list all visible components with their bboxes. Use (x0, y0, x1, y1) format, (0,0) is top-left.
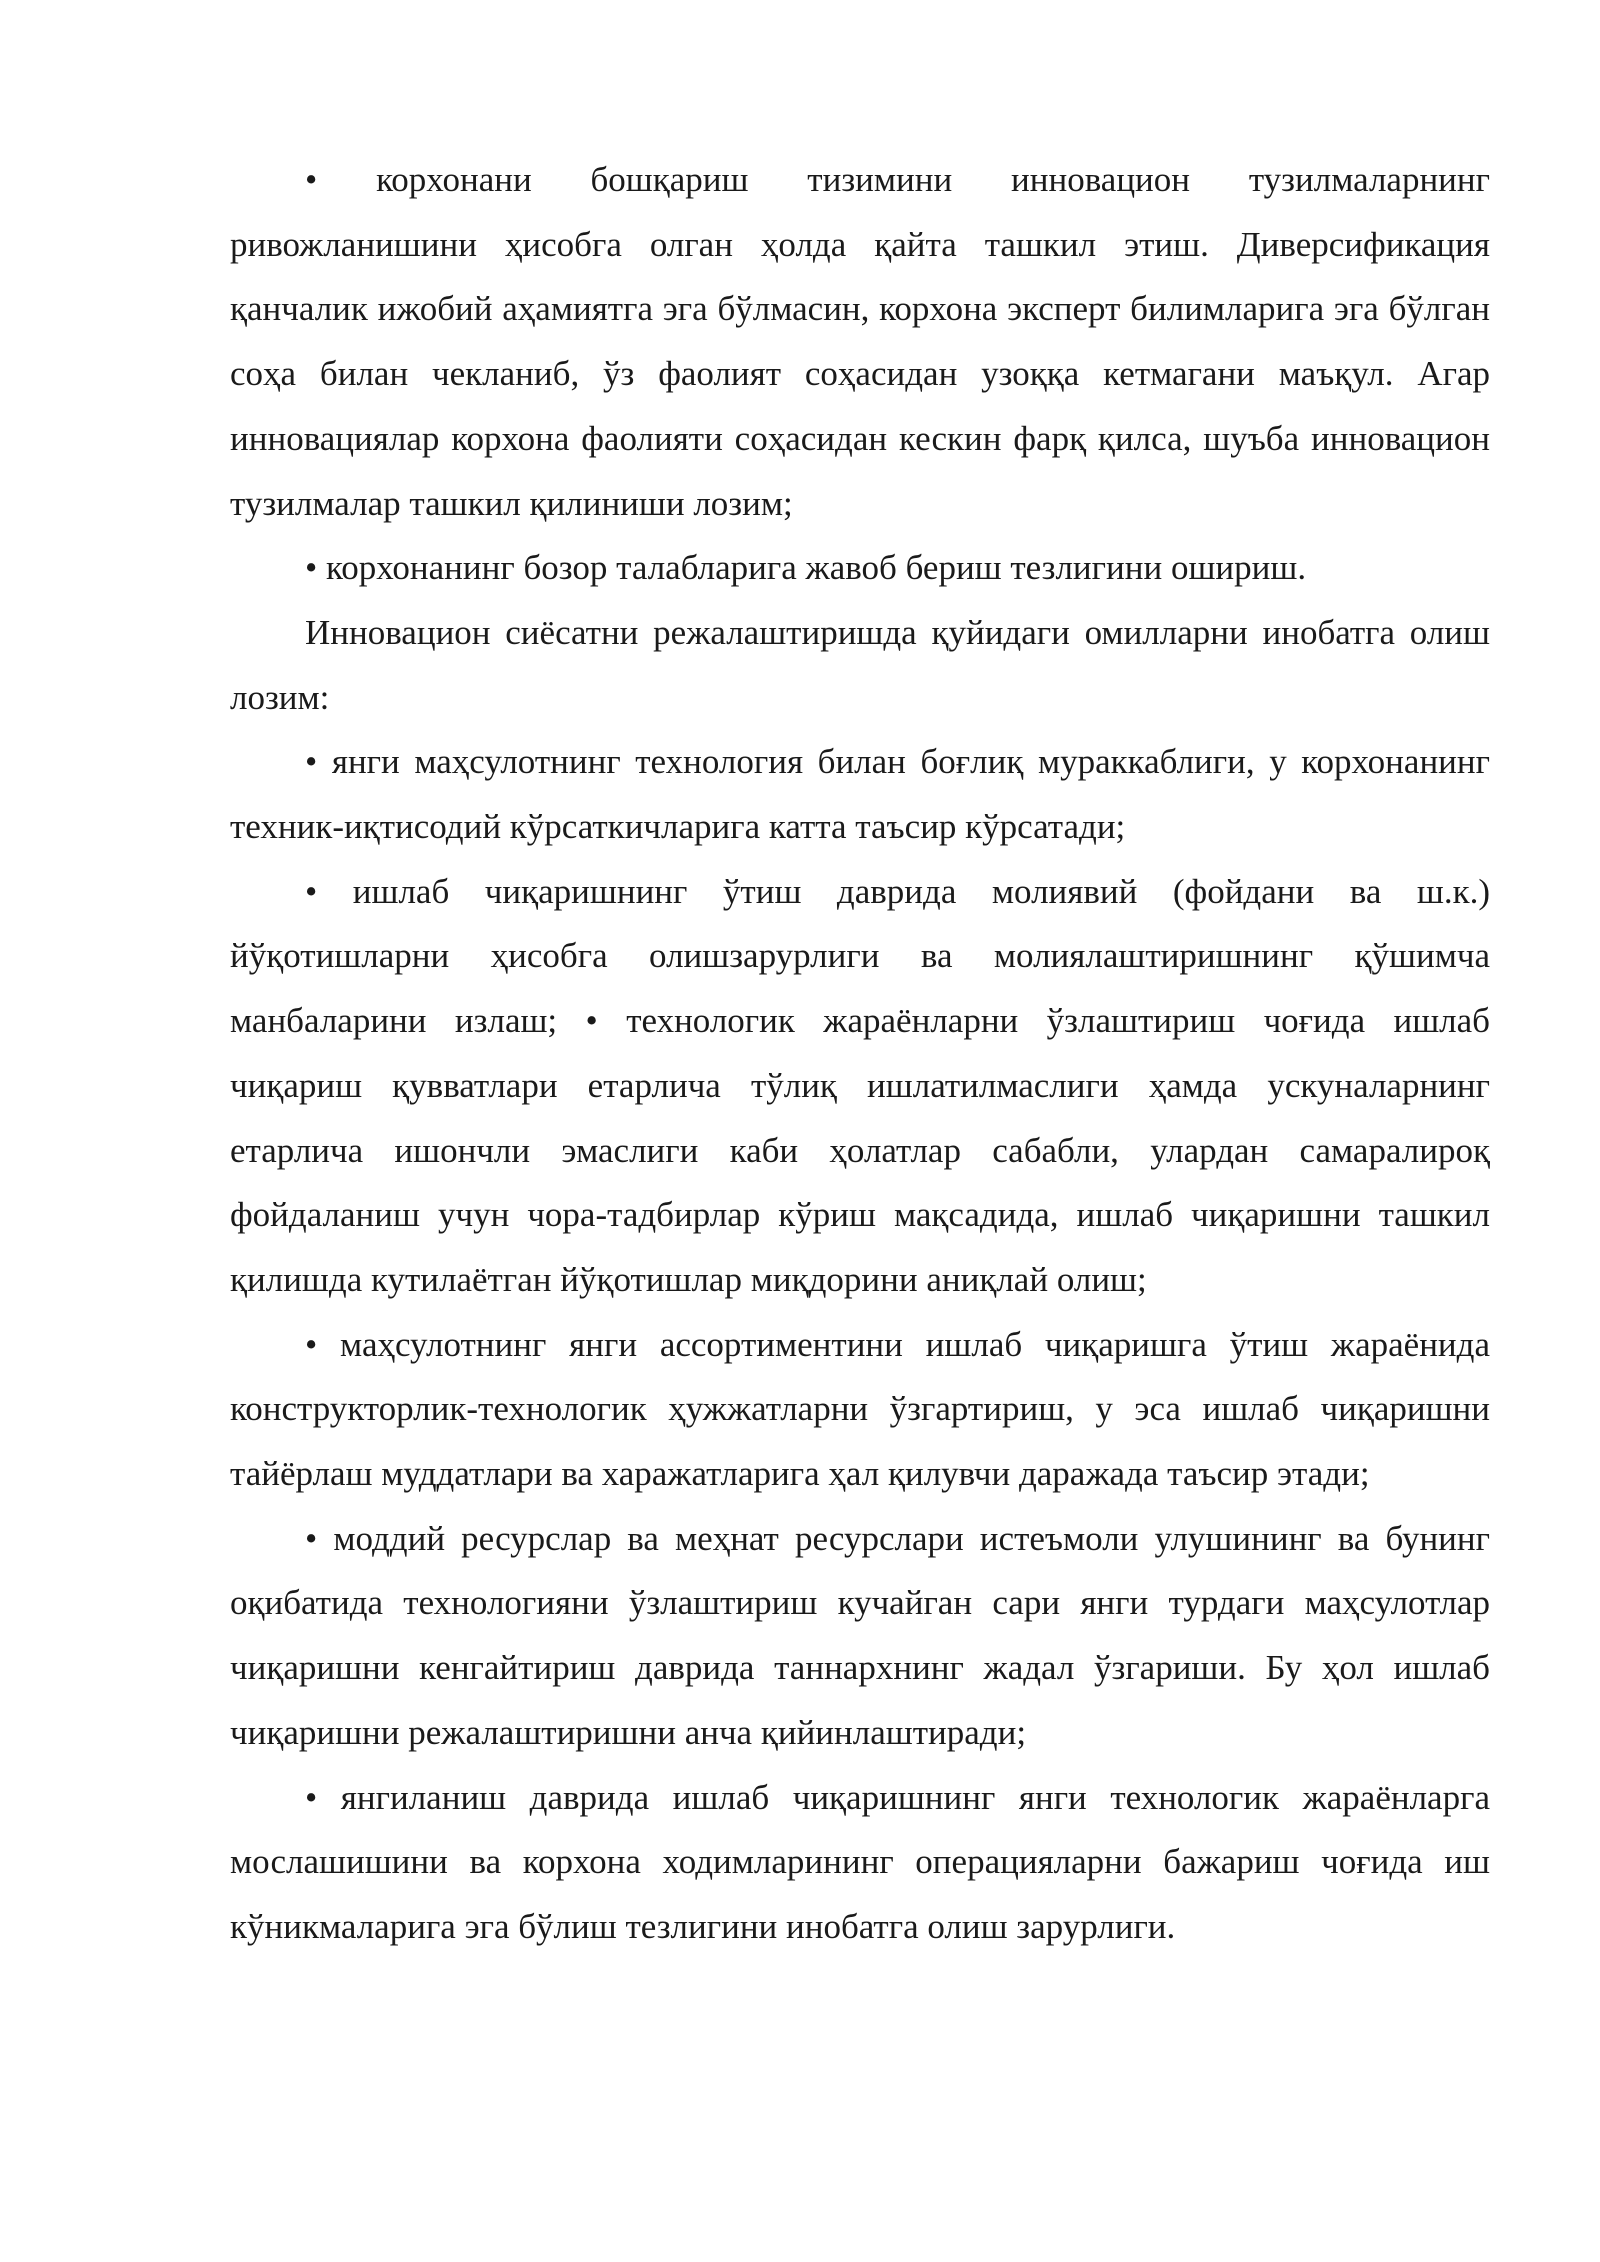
paragraph-restructuring: • корхонани бошқариш тизимини инновацион тузилмаларнинг ривожланишини ҳисобга олган ҳолда қайта ташкил этиш. Диверсификация қанчалик ижобий аҳамиятга эга бўлмасин, корхона эксперт билимларига эга бўлган соҳа билан чекланиб, ўз фаолият соҳасидан узоққа кетмагани маъқул. Агар инновациялар корхона фаолияти соҳасидан кескин фарқ қилса, шуъба инновацион тузилмалар ташкил қилиниши лозим; (230, 160, 1490, 523)
paragraph-adaptation: • янгиланиш даврида ишлаб чиқаришнинг янги технологик жараёнларга мослашишини ва корхона ходимларининг операцияларни бажариш чоғида иш кўникмаларига эга бўлиш тезлигини инобатга олиш зарурлиги. (230, 1777, 1490, 1946)
paragraph-product-complexity: • янги маҳсулотнинг технология билан боғлиқ мураккаблиги, у корхонанинг техник-иқтисодий кўрсаткичларига катта таъсир кўрсатади; (230, 742, 1490, 847)
paragraph-planning-intro: Инновацион сиёсатни режалаштиришда қуйидаги омилларни инобатга олиш лозим: (230, 612, 1490, 717)
paragraph-resources: • моддий ресурслар ва меҳнат ресурслари истеъмоли улушининг ва бунинг оқибатида технологияни ўзлаштириш кучайган сари янги турдаги маҳсулотлар чиқаришни кенгайтириш даврида таннархнинг жадал ўзгариши. Бу ҳол ишлаб чиқаришни режалаштиришни анча қийинлаштиради; (230, 1518, 1490, 1752)
document-page (230, 148, 1490, 1960)
paragraph-assortment: • маҳсулотнинг янги ассортиментини ишлаб чиқаришга ўтиш жараёнида конструкторлик-технологик ҳужжатларни ўзгартириш, у эса ишлаб чиқаришни тайёрлаш муддатлари ва харажатларига ҳал қилувчи даражада таъсир этади; (230, 1324, 1490, 1494)
paragraph-market-response: • корхонанинг бозор талабларига жавоб бериш тезлигини ошириш. (305, 548, 1307, 588)
paragraph-financial-losses: • ишлаб чиқаришнинг ўтиш даврида молиявий (фойдани ва ш.к.) йўқотишларни ҳисобга олишзарурлиги ва молиялаштиришнинг қўшимча манбаларини излаш; • технологик жараёнларни ўзлаштириш чоғида ишлаб чиқариш қувватлари етарлича тўлиқ ишлатилмаслиги ҳамда ускуналарнинг етарлича ишончли эмаслиги каби ҳолатлар сабабли, улардан самаралироқ фойдаланиш учун чора-тадбирлар кўриш мақсадида, ишлаб чиқаришни ташкил қилишда кутилаётган йўқотишлар миқдорини аниқлай олиш; (230, 871, 1490, 1299)
